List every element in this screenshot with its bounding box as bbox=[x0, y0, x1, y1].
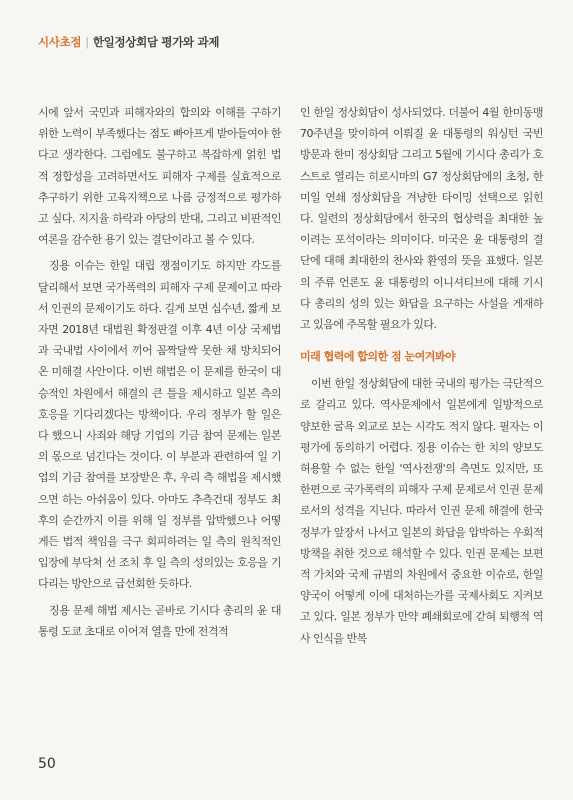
article-title: 한일정상회담 평가와 과제 bbox=[92, 35, 220, 49]
section-label: 시사초점 bbox=[38, 35, 82, 49]
running-header bbox=[38, 34, 219, 50]
body-paragraph: 징용 이슈는 한일 대립 쟁점이기도 하지만 각도를 달리해서 보면 국가폭력의 피해자 구제 문제이고 따라서 인권의 문제이기도 하다. 길게 보면 십수년, 짧게 보자면 2018년 대법원 확정판결 이후 4년 이상 국제법과 국내법 사이에서 끼어 꼼짝달싹 못한 채 방치되어 온 미해결 사안이다. 이번 해법은 이 문제를 한국이 대승적인 차원에서 해결의 큰 틀을 제시하고 일본 측의 호응을 기다리겠다는 방책이다. 우리 정부가 할 일은 다 했으니 사죄와 해당 기업의 기금 참여 문제는 일본의 몫으로 넘긴다는 것이다. 이 부분과 관련하여 일 기업의 기금 참여를 보장받은 후, 우리 측 해법을 제시했으면 하는 아쉬움이 있다. 아마도 추측건대 정부도 최후의 순간까지 이를 위해 일 정부를 압박했으나 어떻게든 법적 책임을 극구 회피하려는 일 측의 원칙적인 입장에 부닥쳐 선 조치 후 일 측의 성의있는 호응을 기다리는 방안으로 급선회한 듯하다. bbox=[38, 259, 281, 591]
right-column bbox=[300, 102, 543, 649]
body-paragraph: 이번 한일 정상회담에 대한 국내의 평가는 극단적으로 갈리고 있다. 역사문제에서 일본에게 일방적으로 양보한 굴욕 외교로 보는 시각도 적지 않다. 필자는 이 평가에 동의하기 어렵다. 징용 이슈는 한 치의 양보도 허용할 수 없는 한일 '역사전쟁'의 측면도 있지만, 또 한편으로 국가폭력의 피해자 구제 문제로서 인권 문제로서의 성격을 지닌다. 따라서 인권 문제 해결에 한국 정부가 앞장서 나서고 일본의 화답을 압박하는 우회적 방책을 취한 것으로 해석할 수 있다. 인권 문제는 보편적 가치와 국제 규범의 차원에서 중요한 이슈로, 한일 양국이 어떻게 이에 대처하는가를 국제사회도 지켜보고 있다. 일본 정부가 만약 폐쇄회로에 갇혀 퇴행적 역사 인식을 반복 bbox=[300, 377, 543, 645]
section-subheading: 미래 협력에 합의한 점 눈여겨봐야 bbox=[300, 350, 456, 364]
body-paragraph: 시에 앞서 국민과 피해자와의 합의와 이해를 구하기 위한 노력이 부족했다는 점도 빠아프게 받아들여야 한다고 생각한다. 그럼에도 불구하고 복잡하게 얽힌 법적 정합성을 고려하면서도 피해자 구제를 실효적으로 추구하기 위한 고육지책으로 나름 긍정적으로 평가하고 싶다. 지지율 하락과 야당의 반대, 그리고 비판적인 여론을 감수한 용기 있는 결단이라고 볼 수 있다. bbox=[38, 106, 281, 247]
left-column bbox=[38, 102, 281, 642]
body-paragraph: 징용 문제 해법 제시는 곧바로 기시다 총리의 윤 대통령 도쿄 초대로 이어져 열흘 만에 전격적 bbox=[38, 603, 281, 638]
page-number: 50 bbox=[38, 756, 56, 772]
body-paragraph: 인 한일 정상회담이 성사되었다. 더불어 4월 한미동맹 70주년을 맞이하여 이뤄질 윤 대통령의 워싱턴 국빈 방문과 한미 정상회담 그리고 5월에 기시다 총리가 호스트로 열리는 히로시마의 G7 정상회담에의 초청, 한미일 연쇄 정상회담을 겨냥한 타이밍 선택으로 읽힌다. 일련의 정상회담에서 한국의 협상력을 최대한 높이려는 포석이라는 의미이다. 미국은 윤 대통령의 결단에 대해 최대한의 찬사와 환영의 뜻을 표했다. 일본의 주류 언론도 윤 대통령의 이니셔티브에 대해 기시다 총리의 성의 있는 화답을 요구하는 사설을 게재하고 있음에 주목할 필요가 있다. bbox=[300, 106, 543, 332]
header-separator: | bbox=[85, 35, 89, 49]
